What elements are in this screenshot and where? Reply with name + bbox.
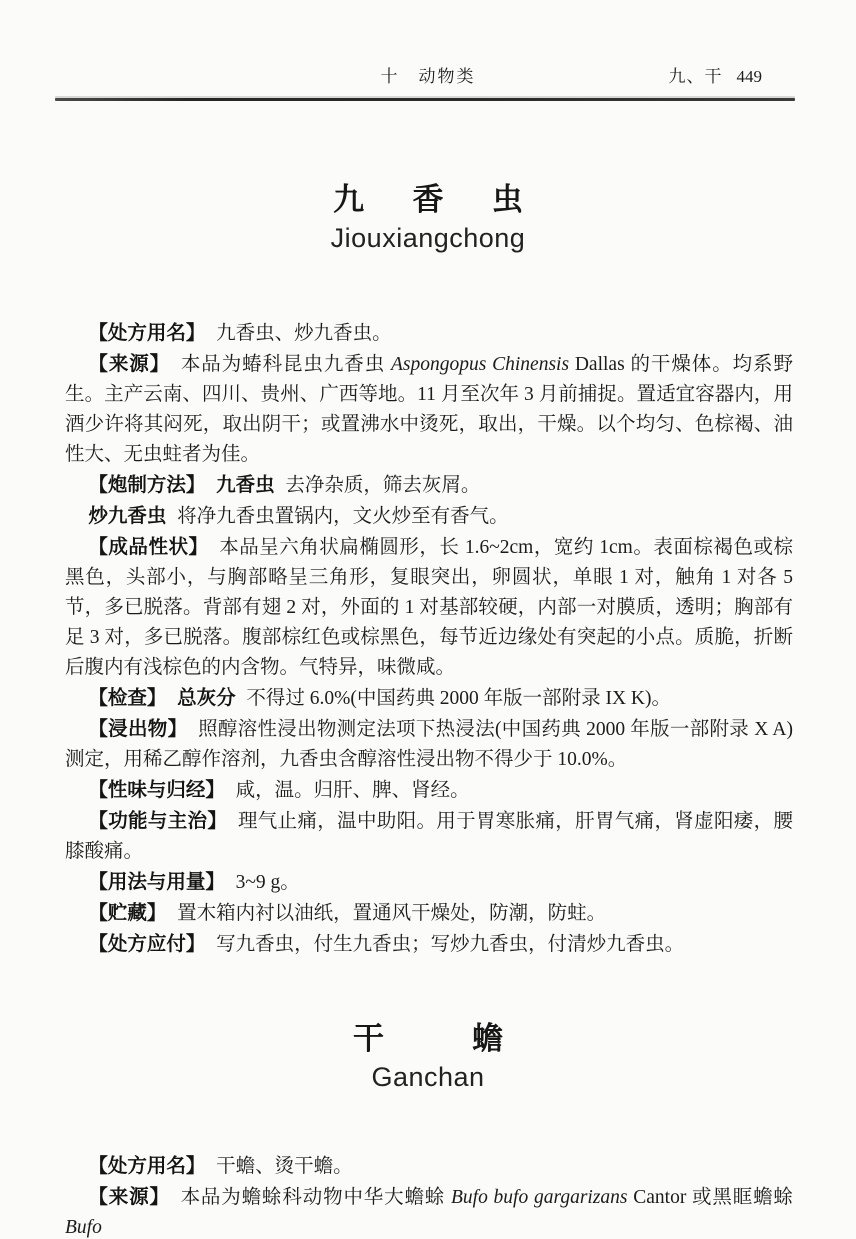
paragraph-paozhifangfa — [65, 470, 793, 501]
section-text: Dallas 的干燥体。均系野生。主产云南、四川、贵州、广西等地。11 月至次年 3 月前捕捉。置适宜容器内，用酒少许将其闷死，取出阴干；或置沸水中烫死，取出，干燥。以个均匀、色棕褐、油性大、无虫蛀者为佳。 — [65, 354, 793, 465]
paragraph-chaojiuxiangchong — [65, 501, 793, 532]
monograph-ganchan — [0, 1020, 856, 1239]
section-text: 写九香虫，付生九香虫；写炒九香虫，付清炒九香虫。 — [216, 934, 685, 955]
monograph-title-cn: 干 蟾 — [352, 1021, 512, 1056]
section-text: 理气止痛，温中助阳。用于胃寒胀痛，肝胃气痛，肾虚阳痿，腰膝酸痛。 — [65, 811, 793, 862]
section-label: 【性味与归经】 — [88, 779, 225, 801]
header-rule — [55, 98, 795, 101]
section-label: 【浸出物】 — [88, 718, 188, 740]
latin-species-name: Bufo — [65, 1217, 102, 1238]
sub-label: 总灰分 — [177, 687, 236, 709]
running-head-chapter: 九、干 — [668, 67, 723, 86]
section-text: 不得过 6.0%(中国药典 2000 年版一部附录 IX K)。 — [246, 688, 671, 709]
paragraph-gongnengyuzhuzhi — [65, 806, 793, 867]
paragraph-jinchuwu — [65, 714, 793, 775]
section-label: 【用法与用量】 — [88, 871, 225, 893]
running-head-page-ref — [669, 66, 763, 88]
section-text: 九香虫、炒九香虫。 — [216, 323, 392, 344]
latin-species-name: Bufo bufo gargarizans — [450, 1187, 628, 1208]
paragraph-chufangyongming — [65, 1151, 793, 1182]
page-number: 449 — [736, 67, 762, 86]
paragraph-yongfayuyongliang — [65, 867, 793, 898]
running-head — [0, 0, 856, 88]
section-text: 干蟾、烫干蟾。 — [216, 1156, 353, 1177]
monograph-title-pinyin: Jiouxiangchong — [330, 223, 526, 253]
section-label: 【功能与主治】 — [88, 810, 228, 832]
paragraph-xingweiyuguijing — [65, 775, 793, 806]
section-label: 【贮藏】 — [88, 902, 167, 924]
section-label: 【成品性状】 — [88, 536, 209, 558]
monograph-body — [0, 318, 856, 960]
section-text: 3~9 g。 — [235, 872, 300, 893]
section-label: 【来源】 — [88, 353, 171, 375]
section-label: 【处方用名】 — [88, 1155, 206, 1177]
monograph-title-pinyin: Ganchan — [371, 1062, 485, 1092]
section-label: 【处方用名】 — [88, 322, 206, 344]
monograph-body — [0, 1151, 856, 1239]
monograph-title-cn: 九 香 虫 — [333, 182, 532, 217]
section-label: 【炮制方法】 — [88, 474, 206, 496]
monograph-jiouxiangchong — [0, 181, 856, 960]
paragraph-laiyuan — [65, 349, 793, 470]
section-label: 【检查】 — [88, 687, 167, 709]
paragraph-chufangyingfu — [65, 929, 793, 960]
paragraph-chufangyongming — [65, 318, 793, 349]
paragraph-laiyuan — [65, 1182, 793, 1239]
section-text: 去净杂质，筛去灰屑。 — [285, 475, 481, 496]
paragraph-chengpinxingzhuang — [65, 532, 793, 683]
sub-label: 炒九香虫 — [88, 505, 167, 527]
section-label: 【来源】 — [88, 1186, 170, 1208]
paragraph-zhucang — [65, 898, 793, 929]
section-text: 本品为蟾蜍科动物中华大蟾蜍 — [180, 1187, 451, 1208]
paragraph-jiancha — [65, 683, 793, 714]
running-head-section-title: 十 动物类 — [380, 67, 476, 86]
section-text: 咸，温。归肝、脾、肾经。 — [235, 780, 470, 801]
latin-species-name: Aspongopus Chinensis — [390, 354, 570, 375]
section-text: 本品为蝽科昆虫九香虫 — [180, 354, 391, 375]
section-text: Cantor 或黑眶蟾蜍 — [627, 1187, 793, 1208]
section-label: 【处方应付】 — [88, 933, 206, 955]
section-text: 将净九香虫置锅内，文火炒至有香气。 — [177, 506, 509, 527]
section-text: 照醇溶性浸出物测定法项下热浸法(中国药典 2000 年版一部附录 X A)测定，用稀乙醇作溶剂，九香虫含醇溶性浸出物不得少于 10.0%。 — [65, 719, 793, 770]
section-text: 置木箱内衬以油纸，置通风干燥处，防潮，防蛀。 — [177, 903, 607, 924]
sub-label: 九香虫 — [216, 474, 275, 496]
section-text: 本品呈六角状扁椭圆形，长 1.6~2cm，宽约 1cm。表面棕褐色或棕黑色，头部小，与胸部略呈三角形，复眼突出，卵圆状，单眼 1 对，触角 1 对各 5 节，多已脱落。背部有翅 2 对，外面的 1 对基部较硬，内部一对膜质，透明；胸部有足 3 对，多已脱落。腹部棕红色或棕黑色，每节近边缘处有突起的小点。质脆，折断后腹内有浅棕色的内含物。气特异，味微咸。 — [65, 537, 793, 678]
